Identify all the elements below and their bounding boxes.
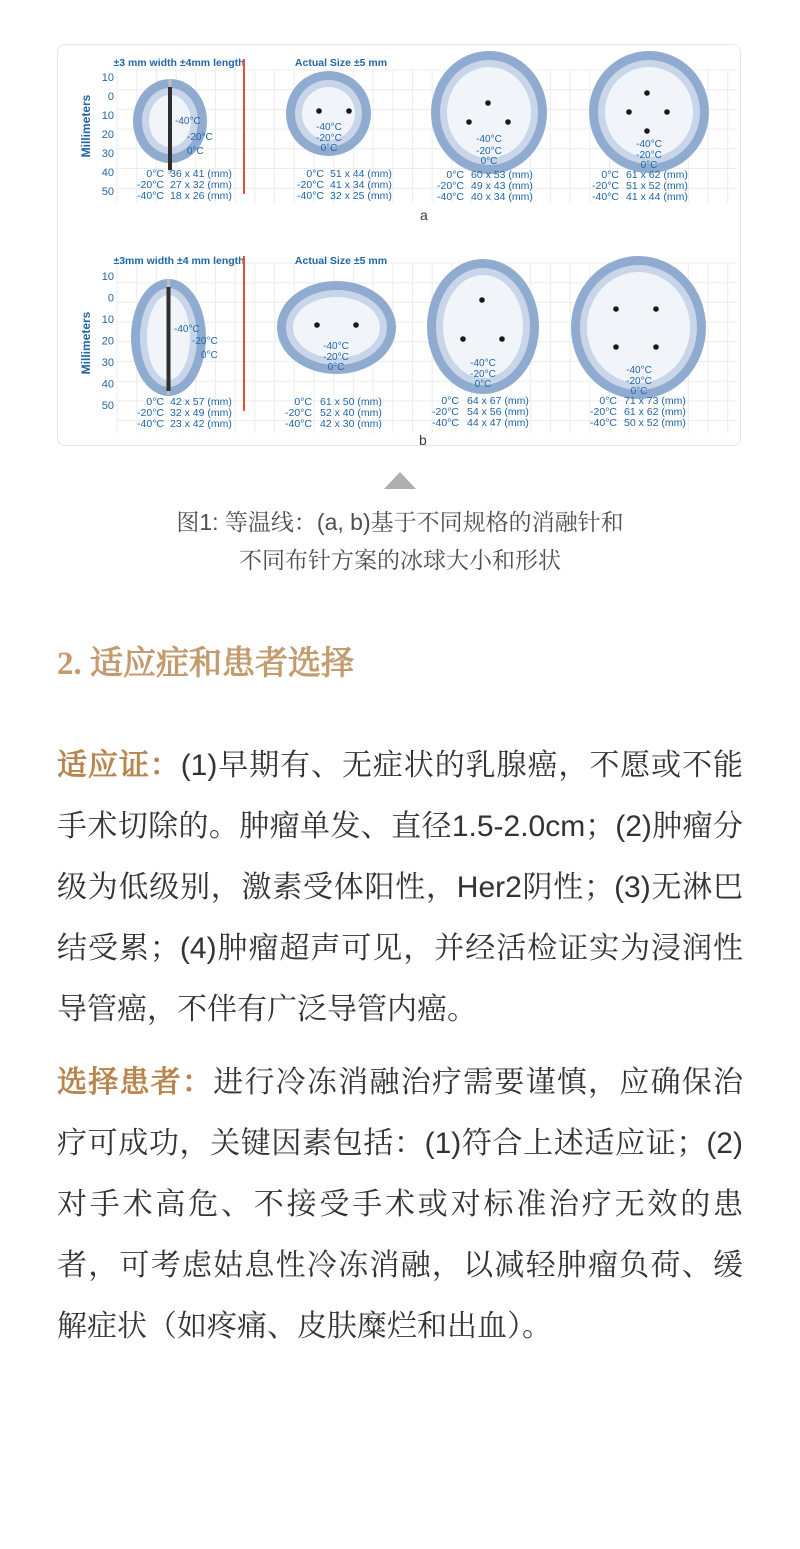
probe-dot: [505, 119, 511, 125]
iso-label: 0°C: [327, 362, 345, 373]
measurement-size: 18 x 26 (mm): [170, 190, 232, 202]
paragraph-indications: [57, 735, 743, 1040]
iso-label: 0°C: [630, 386, 648, 397]
iso-label: -20°C: [187, 132, 213, 143]
y-tick: 10: [101, 314, 114, 326]
paragraph-patient-selection-lead: 选择患者：: [57, 1066, 214, 1099]
iso-label: -20°C: [316, 133, 342, 144]
article-page: [0, 44, 800, 1549]
iso-label: -20°C: [636, 150, 662, 161]
measurement-size: 64 x 67 (mm): [467, 395, 529, 407]
measurement-size: 61 x 62 (mm): [624, 406, 686, 418]
measurement-size: 42 x 30 (mm): [320, 418, 382, 430]
probe-dot: [613, 306, 619, 312]
probe-dot: [314, 322, 320, 328]
y-tick: 20: [101, 335, 114, 348]
measurement-temp: -20°C: [137, 179, 164, 191]
measurement-size: 60 x 53 (mm): [471, 169, 533, 181]
iso-label: -40°C: [636, 139, 662, 150]
measurement-size: 32 x 49 (mm): [170, 407, 232, 419]
measurement-temp: 0°C: [146, 396, 164, 408]
paragraph-patient-selection-text: 进行冷冻消融治疗需要谨慎，应确保治疗可成功，关键因素包括：(1)符合上述适应证；(2)对手术高危、不接受手术或对标准治疗无效的患者，可考虑姑息性冷冻消融，以减轻肿瘤负荷、缓解症状（如疼痛、皮肤糜烂和出血）。: [57, 1066, 744, 1343]
y-tick: 30: [101, 357, 114, 369]
figure-row-b: [79, 255, 737, 446]
iso-label: 0°C: [474, 379, 492, 390]
probe-dot: [316, 108, 322, 114]
iso-label: 0°C: [201, 350, 218, 361]
measurement-temp: -20°C: [592, 180, 619, 192]
figure-caption-line-2: 不同布针方案的冰球大小和形状: [239, 547, 561, 573]
y-tick: 10: [101, 72, 114, 84]
measurement-temp: 0°C: [294, 396, 312, 408]
measurement-temp: -20°C: [590, 406, 617, 418]
measurement-size: 71 x 73 (mm): [624, 395, 686, 407]
y-tick: 0: [107, 292, 114, 305]
iso-label: -20°C: [192, 336, 218, 347]
measurement-temp: -40°C: [590, 417, 617, 429]
probe-dot: [653, 344, 659, 350]
y-axis-label: Millimeters: [79, 94, 93, 158]
measurement-temp: 0°C: [446, 169, 464, 181]
measurement-size: 36 x 41 (mm): [170, 168, 232, 180]
y-tick: 10: [101, 110, 114, 122]
iso-label: -20°C: [323, 352, 349, 363]
measurement-size: 27 x 32 (mm): [170, 179, 232, 191]
probe-dot: [460, 336, 466, 342]
probe-dot: [499, 336, 505, 342]
paragraph-indications-lead: 适应证：: [57, 749, 181, 782]
y-tick: 10: [101, 271, 114, 283]
measurement-temp: 0°C: [441, 395, 459, 407]
measurement-temp: -40°C: [437, 191, 464, 203]
y-tick: 0: [107, 91, 114, 103]
measurement-temp: 0°C: [601, 169, 619, 181]
measurement-size: 44 x 47 (mm): [467, 417, 529, 429]
iso-label: -40°C: [174, 324, 200, 335]
iso-label: -20°C: [476, 146, 502, 157]
iso-label: -40°C: [470, 358, 496, 369]
measurement-size: 41 x 44 (mm): [626, 191, 688, 203]
measurement-temp: -40°C: [137, 190, 164, 202]
measurement-temp: -20°C: [285, 407, 312, 419]
paragraph-indications-text: (1)早期有、无症状的乳腺癌，不愿或不能手术切除的。肿瘤单发、直径1.5-2.0cm；(2)肿瘤分级为低级别，激素受体阳性，Her2阴性；(3)无淋巴结受累；(4)肿瘤超声可见，并经活检证实为浸润性导管癌，不伴有广泛导管内癌。: [57, 749, 743, 1026]
measurement-size: 49 x 43 (mm): [471, 180, 533, 192]
measurement-temp: -40°C: [297, 190, 324, 202]
article-content: [57, 44, 743, 1357]
y-tick: 50: [101, 400, 114, 412]
iso-label: 0°C: [640, 160, 658, 171]
probe-dot: [653, 306, 659, 312]
measurement-size: 42 x 57 (mm): [170, 396, 232, 408]
measurement-temp: 0°C: [306, 168, 324, 180]
iso-label: -20°C: [470, 369, 496, 380]
probe-dot: [353, 322, 359, 328]
measurement-temp: -40°C: [432, 417, 459, 429]
measurement-temp: -20°C: [137, 407, 164, 419]
y-tick: 50: [101, 186, 114, 198]
measurement-size: 61 x 62 (mm): [626, 169, 688, 181]
iso-label: -40°C: [626, 365, 652, 376]
measurement-size: 32 x 25 (mm): [330, 190, 392, 202]
panel-header-left: ±3mm width ±4 mm length: [113, 255, 245, 267]
panel-header-left: ±3 mm width ±4mm length: [113, 57, 245, 69]
iso-label: -40°C: [175, 116, 201, 127]
measurement-size: 54 x 56 (mm): [467, 406, 529, 418]
probe-dot: [626, 109, 632, 115]
paragraph-patient-selection: [57, 1052, 743, 1357]
panel-header-right: Actual Size ±5 mm: [294, 255, 388, 267]
measurement-size: 52 x 40 (mm): [320, 407, 382, 419]
measurement-size: 61 x 50 (mm): [320, 396, 382, 408]
section-heading: 2. 适应症和患者选择: [57, 646, 354, 682]
iso-label: -40°C: [316, 122, 342, 133]
figure-caption: [57, 503, 743, 579]
probe-dot: [664, 109, 670, 115]
measurement-temp: -40°C: [285, 418, 312, 430]
isotherm-figure-canvas: [61, 46, 737, 446]
caption-arrow-icon: [384, 472, 416, 489]
y-axis-label: Millimeters: [79, 311, 93, 375]
measurement-temp: -40°C: [137, 418, 164, 430]
measurement-size: 51 x 44 (mm): [330, 168, 392, 180]
y-tick: 30: [101, 148, 114, 160]
measurement-temp: -20°C: [297, 179, 324, 191]
probe-dot: [466, 119, 472, 125]
row-label: a: [420, 207, 428, 223]
measurement-temp: -20°C: [432, 406, 459, 418]
probe-dot: [644, 128, 650, 134]
iso-label: 0°C: [187, 146, 204, 157]
panel-header-right: Actual Size ±5 mm: [294, 57, 388, 69]
y-tick: 40: [101, 167, 114, 179]
probe-dot: [613, 344, 619, 350]
measurement-size: 51 x 52 (mm): [626, 180, 688, 192]
probe-dot: [346, 108, 352, 114]
iso-label: -20°C: [626, 376, 652, 387]
figure-caption-line-1: 图1: 等温线：(a, b)基于不同规格的消融针和: [176, 509, 624, 535]
measurement-temp: -40°C: [592, 191, 619, 203]
measurement-size: 23 x 42 (mm): [170, 418, 232, 430]
iso-label: -40°C: [476, 134, 502, 145]
measurement-temp: 0°C: [146, 168, 164, 180]
iso-label: 0°C: [320, 143, 338, 154]
y-tick: 40: [101, 378, 114, 391]
iso-label: -40°C: [323, 341, 349, 352]
measurement-temp: 0°C: [599, 395, 617, 407]
measurement-size: 41 x 34 (mm): [330, 179, 392, 191]
probe-dot: [479, 297, 485, 303]
iso-label: 0°C: [480, 156, 498, 167]
figure-row-a: [79, 51, 737, 223]
probe-dot: [485, 100, 491, 106]
measurement-temp: -20°C: [437, 180, 464, 192]
row-label: b: [419, 432, 427, 446]
measurement-size: 50 x 52 (mm): [624, 417, 686, 429]
y-tick: 20: [101, 129, 114, 141]
figure-isotherms: [57, 44, 741, 446]
measurement-size: 40 x 34 (mm): [471, 191, 533, 203]
probe-dot: [644, 90, 650, 96]
